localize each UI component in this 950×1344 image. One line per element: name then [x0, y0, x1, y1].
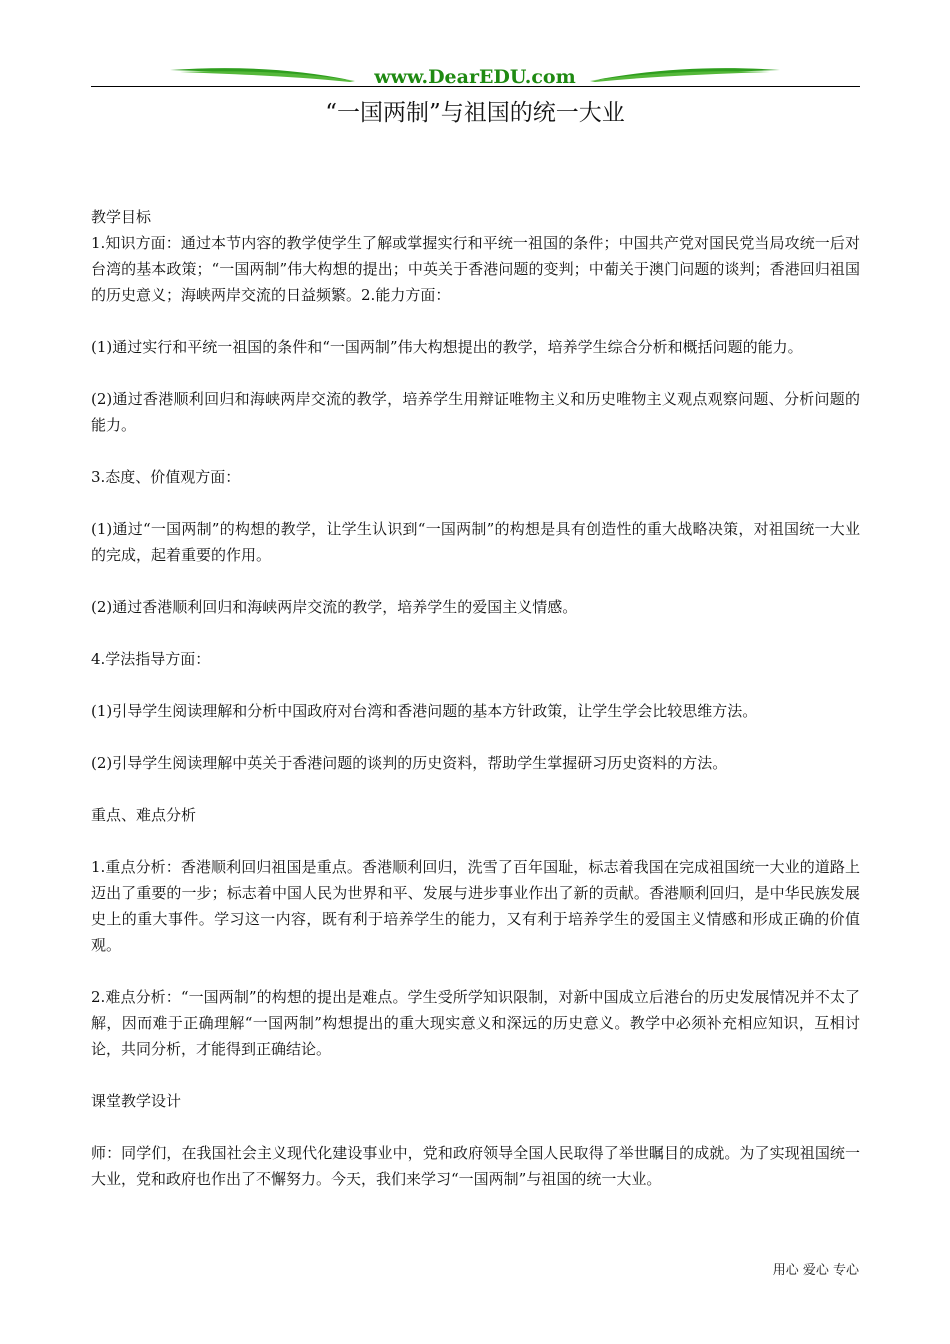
site-logo-banner: [170, 62, 780, 88]
section-heading-key-points: 重点、难点分析: [91, 806, 197, 824]
paragraph-key-point: 1.重点分析：香港顺利回归祖国是重点。香港顺利回归，洗雪了百年国耻，标志着我国在完成祖国统一大业的道路上迈出了重要的一步；标志着中国人民为世界和平、发展与进步事业作出了新的贡献。香港顺利回归，是中华民族发展史上的重大事件。学习这一内容，既有利于培养学生的能力，又有利于培养学生的爱国主义情感和形成正确的价值观。: [91, 858, 860, 954]
section-heading-objectives: 教学目标: [91, 208, 152, 226]
paragraph-attitude-heading: 3.态度、价值观方面：: [91, 468, 241, 486]
header-rule: [91, 86, 860, 87]
paragraph-method-1: (1)引导学生阅读理解和分析中国政府对台湾和香港问题的基本方针政策，让学生学会比较思维方法。: [91, 702, 758, 720]
document-body: [91, 204, 860, 1218]
site-name: www.DearEDU.com: [374, 66, 576, 88]
paragraph-knowledge: 1.知识方面：通过本节内容的教学使学生了解或掌握实行和平统一祖国的条件；中国共产党对国民党当局攻统一后对台湾的基本政策；“一国两制”伟大构想的提出；中英关于香港问题的变判；中葡关于澳门问题的谈判；香港回归祖国的历史意义；海峡两岸交流的日益频繁。2.能力方面：: [91, 234, 860, 304]
paragraph-attitude-2: (2)通过香港顺利回归和海峡两岸交流的教学，培养学生的爱国主义情感。: [91, 598, 578, 616]
paragraph-teacher-intro: 师：同学们，在我国社会主义现代化建设事业中，党和政府领导全国人民取得了举世瞩目的成就。为了实现祖国统一大业，党和政府也作出了不懈努力。今天，我们来学习“一国两制”与祖国的统一大业。: [91, 1144, 860, 1188]
paragraph-ability-1: (1)通过实行和平统一祖国的条件和“一国两制”伟大构想提出的教学，培养学生综合分析和概括问题的能力。: [91, 338, 803, 356]
paragraph-ability-2: (2)通过香港顺利回归和海峡两岸交流的教学，培养学生用辩证唯物主义和历史唯物主义观点观察问题、分析问题的能力。: [91, 390, 860, 434]
paragraph-attitude-1: (1)通过“一国两制”的构想的教学，让学生认识到“一国两制”的构想是具有创造性的重大战略决策，对祖国统一大业的完成，起着重要的作用。: [91, 520, 860, 564]
paragraph-method-2: (2)引导学生阅读理解中英关于香港问题的谈判的历史资料，帮助学生掌握研习历史资料的方法。: [91, 754, 728, 772]
paragraph-difficult-point: 2.难点分析：“一国两制”的构想的提出是难点。学生受所学知识限制，对新中国成立后港台的历史发展情况并不太了解，因而难于正确理解“一国两制”构想提出的重大现实意义和深远的历史意义。教学中必须补充相应知识，互相讨论，共同分析，才能得到正确结论。: [91, 988, 860, 1058]
section-heading-lesson-design: 课堂教学设计: [91, 1092, 182, 1110]
header-logo: [170, 62, 780, 88]
paragraph-method-heading: 4.学法指导方面：: [91, 650, 211, 668]
footer-slogan: 用心 爱心 专心: [772, 1263, 859, 1278]
document-title: “一国两制”与祖国的统一大业: [325, 100, 625, 126]
